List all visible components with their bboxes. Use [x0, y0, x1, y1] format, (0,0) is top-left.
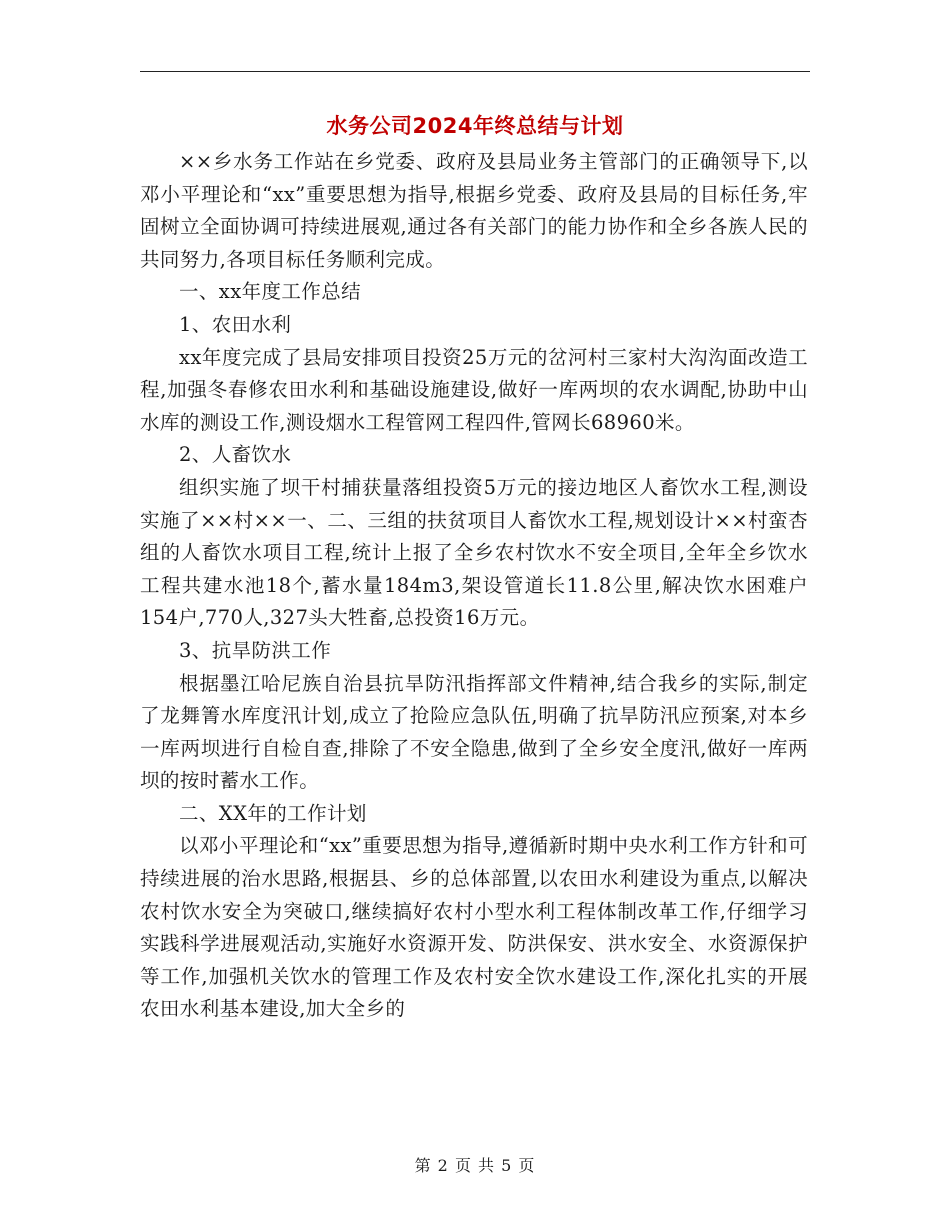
document-title: 水务公司2024年终总结与计划: [326, 114, 624, 138]
subsection-heading: 2、人畜饮水: [179, 443, 292, 467]
paragraph: xx年度完成了县局安排项目投资25万元的岔河村三家村大沟沟面改造工程,加强冬春修农田水利和基础设施建设,做好一库两坝的农水调配,协助中山水库的测设工作,测设烟水工程管网工程四件,管网长68960米。: [140, 345, 808, 434]
paragraph: 以邓小平理论和“xx”重要思想为指导,遵循新时期中央水利工作方针和可持续进展的治水思路,根据县、乡的总体部置,以农田水利建设为重点,以解决农村饮水安全为突破口,继续搞好农村小型水利工程体制改革工作,仔细学习实践科学进展观活动,实施好水资源开发、防洪保安、洪水安全、水资源保护等工作,加强机关饮水的管理工作及农村安全饮水建设工作,深化扎实的开展农田水利基本建设,加大全乡的: [140, 834, 808, 1021]
paragraph: 根据墨江哈尼族自治县抗旱防汛指挥部文件精神,结合我乡的实际,制定了龙舞箐水库度汛计划,成立了抢险应急队伍,明确了抗旱防汛应预案,对本乡一库两坝进行自检自查,排除了不安全隐患,做到了全乡安全度汛,做好一库两坝的按时蓄水工作。: [140, 671, 808, 793]
subsection-heading: 1、农田水利: [179, 312, 292, 336]
paragraph-intro: ××乡水务工作站在乡党委、政府及县局业务主管部门的正确领导下,以邓小平理论和“xx”重要思想为指导,根据乡党委、政府及县局的目标任务,牢固树立全面协调可持续进展观,通过各有关部门的能力协作和全乡各族人民的共同努力,各项目标任务顺利完成。: [140, 150, 808, 271]
paragraph: 组织实施了坝干村捕获量落组投资5万元的接边地区人畜饮水工程,测设实施了××村××一、二、三组的扶贫项目人畜饮水工程,规划设计××村蛮杏组的人畜饮水项目工程,统计上报了全乡农村饮水不安全项目,全年全乡饮水工程共建水池18个,蓄水量184m3,架设管道长11.8公里,解决饮水困难户154户,770人,327头大牲畜,总投资16万元。: [140, 475, 808, 630]
header-rule: [140, 71, 810, 72]
section-heading: 一、xx年度工作总结: [179, 280, 361, 304]
section-heading: 二、XX年的工作计划: [179, 801, 367, 825]
document-body: [140, 146, 808, 1026]
page-footer: 第 2 页 共 5 页: [414, 1156, 536, 1175]
subsection-heading: 3、抗旱防洪工作: [179, 638, 332, 662]
